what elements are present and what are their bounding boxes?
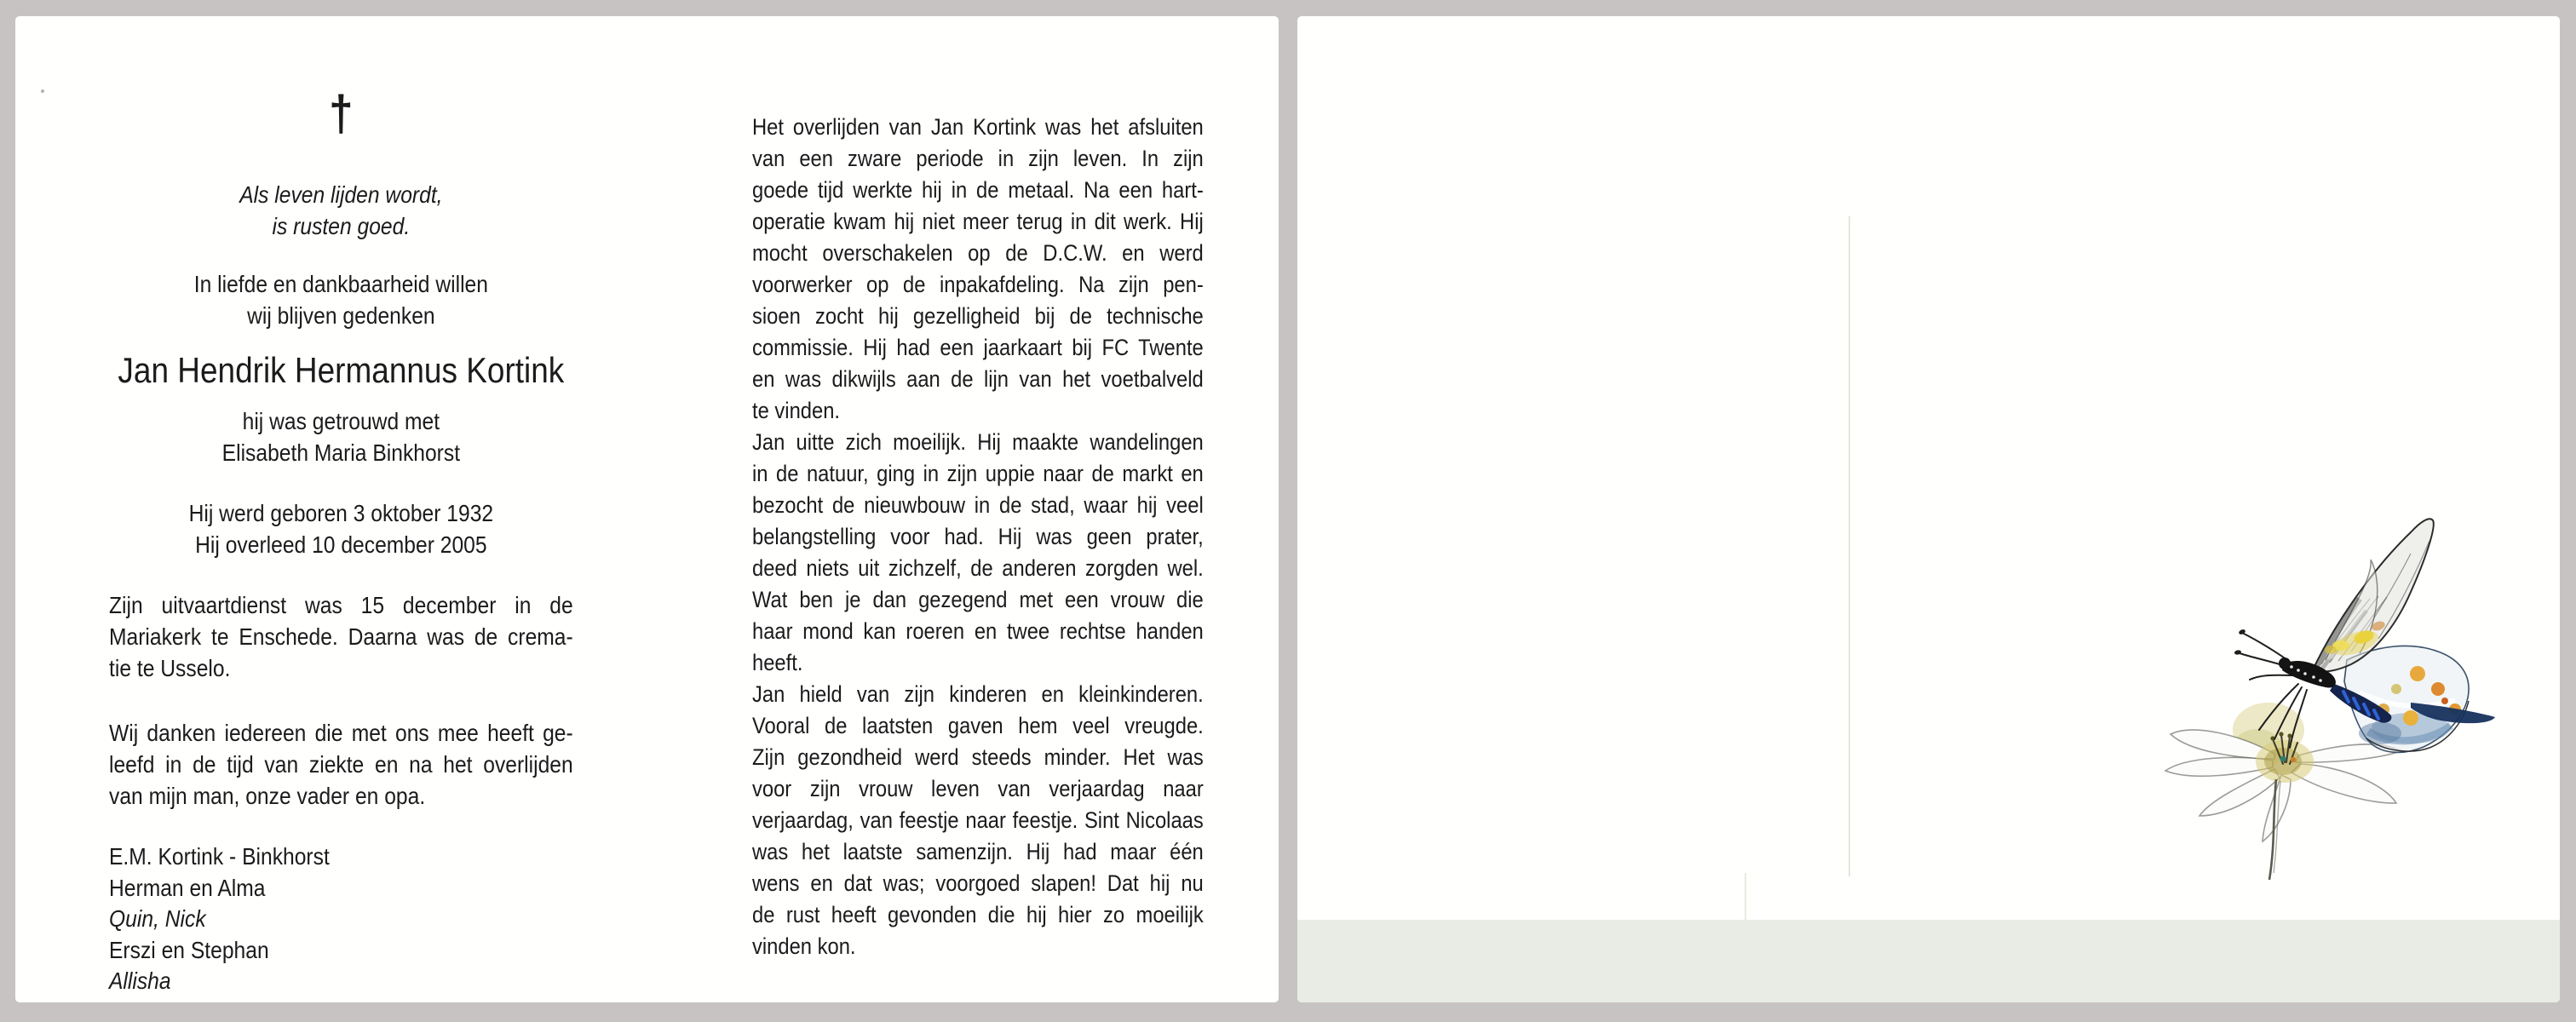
text-line: Zijn uitvaartdienst was 15 december in de — [109, 592, 573, 618]
text-line: Allisha — [109, 967, 171, 994]
text-line: van een zware periode in zijn leven. In zijn — [752, 146, 1204, 171]
text-line: de rust heeft gevonden die hij hier zo moeilijk — [752, 902, 1204, 927]
memorial-intro-text — [109, 268, 573, 331]
text-line: Wat ben je dan gezegend met een vrouw die — [752, 587, 1204, 612]
text-line: tie te Usselo. — [109, 655, 231, 681]
text-line: verjaardag, van feestje naar feestje. Sint Nicolaas — [752, 807, 1204, 833]
text-line: is rusten goed. — [272, 213, 411, 239]
text-line: was het laatste samenzijn. Hij had maar één — [752, 839, 1204, 864]
paper-speck — [41, 89, 44, 93]
text-line: in de natuur, ging in zijn uppie naar de markt en — [752, 461, 1204, 486]
card-inside-panel — [15, 16, 1279, 1002]
motto-text — [109, 179, 573, 242]
text-line: haar mond kan roeren en twee rechtse handen — [752, 618, 1204, 644]
text-line: Erszi en Stephan — [109, 936, 269, 963]
text-line: bezocht de nieuwbouw in de stad, waar hij veel — [752, 492, 1204, 518]
text-line: voor zijn vrouw leven van verjaardag naar — [752, 776, 1204, 801]
text-line: Hij overleed 10 december 2005 — [195, 531, 487, 558]
text-line: operatie kwam hij niet meer terug in dit werk. Hij — [752, 209, 1204, 234]
text-line: Vooral de laatsten gaven hem veel vreugde. — [752, 713, 1204, 738]
paragraph — [752, 679, 1204, 962]
text-line: en was dikwijls aan de lijn van het voetbalveld — [752, 366, 1204, 392]
thanks-paragraph — [109, 717, 573, 812]
text-line: Het overlijden van Jan Kortink was het afsluiten — [752, 114, 1204, 140]
text-line: Elisabeth Maria Binkhorst — [221, 439, 461, 466]
text-line: Hij werd geboren 3 oktober 1932 — [188, 500, 494, 526]
fold-crease — [1849, 216, 1850, 876]
text-line: deed niets uit zichzelf, de anderen zorgden wel. — [752, 555, 1204, 581]
text-line: hij was getrouwd met — [242, 408, 440, 434]
text-line: Jan uitte zich moeilijk. Hij maakte wandelingen — [752, 429, 1204, 455]
text-line: sioen zocht hij gezelligheid bij de technische — [752, 303, 1204, 329]
text-line: mocht overschakelen op de D.C.W. en werd — [752, 240, 1204, 266]
text-line: Herman en Alma — [109, 874, 266, 901]
text-line: wens en dat was; voorgoed slapen! Dat hij nu — [752, 870, 1204, 896]
cross-symbol: † — [329, 86, 354, 141]
text-line: Jan hield van zijn kinderen en kleinkinderen. — [752, 681, 1204, 707]
text-line: Quin, Nick — [109, 905, 206, 932]
text-line: voorwerker op de inpakafdeling. Na zijn pen- — [752, 272, 1204, 297]
birth-death-dates — [109, 497, 573, 560]
text-line: van mijn man, onze vader en opa. — [109, 783, 426, 809]
inside-left-page — [109, 86, 573, 1004]
text-line: te vinden. — [752, 398, 841, 423]
funeral-paragraph — [109, 589, 573, 684]
card-back-panel — [1297, 16, 2560, 1002]
text-line: Wij danken iedereen die met ons mee heeft ge- — [109, 720, 573, 746]
text-line: belangstelling voor had. Hij was geen prater, — [752, 524, 1204, 549]
text-line: leefd in de tijd van ziekte en na het overlijden — [109, 751, 573, 778]
butterfly-flower-illustration — [2155, 507, 2526, 886]
deceased-name: Jan Hendrik Hermannus Kortink — [118, 350, 565, 390]
paragraph — [752, 427, 1204, 679]
bottom-color-band — [1297, 920, 2560, 1002]
text-line: commissie. Hij had een jaarkaart bij FC Twente — [752, 335, 1204, 360]
text-line: In liefde en dankbaarheid willen — [193, 271, 488, 297]
family-names-list — [109, 841, 573, 997]
text-line: Mariakerk te Enschede. Daarna was de crema- — [109, 623, 573, 650]
text-line: E.M. Kortink - Binkhorst — [109, 843, 330, 870]
marriage-text — [109, 405, 573, 468]
inside-right-page — [752, 112, 1204, 980]
text-line: Zijn gezondheid werd steeds minder. Het was — [752, 744, 1204, 770]
paragraph — [752, 112, 1204, 427]
text-line: goede tijd werkte hij in de metaal. Na een hart- — [752, 177, 1204, 203]
text-line: heeft. — [752, 650, 803, 675]
text-line: vinden kon. — [752, 933, 856, 959]
text-line: wij blijven gedenken — [247, 302, 435, 329]
text-line: Als leven lijden wordt, — [239, 181, 443, 208]
